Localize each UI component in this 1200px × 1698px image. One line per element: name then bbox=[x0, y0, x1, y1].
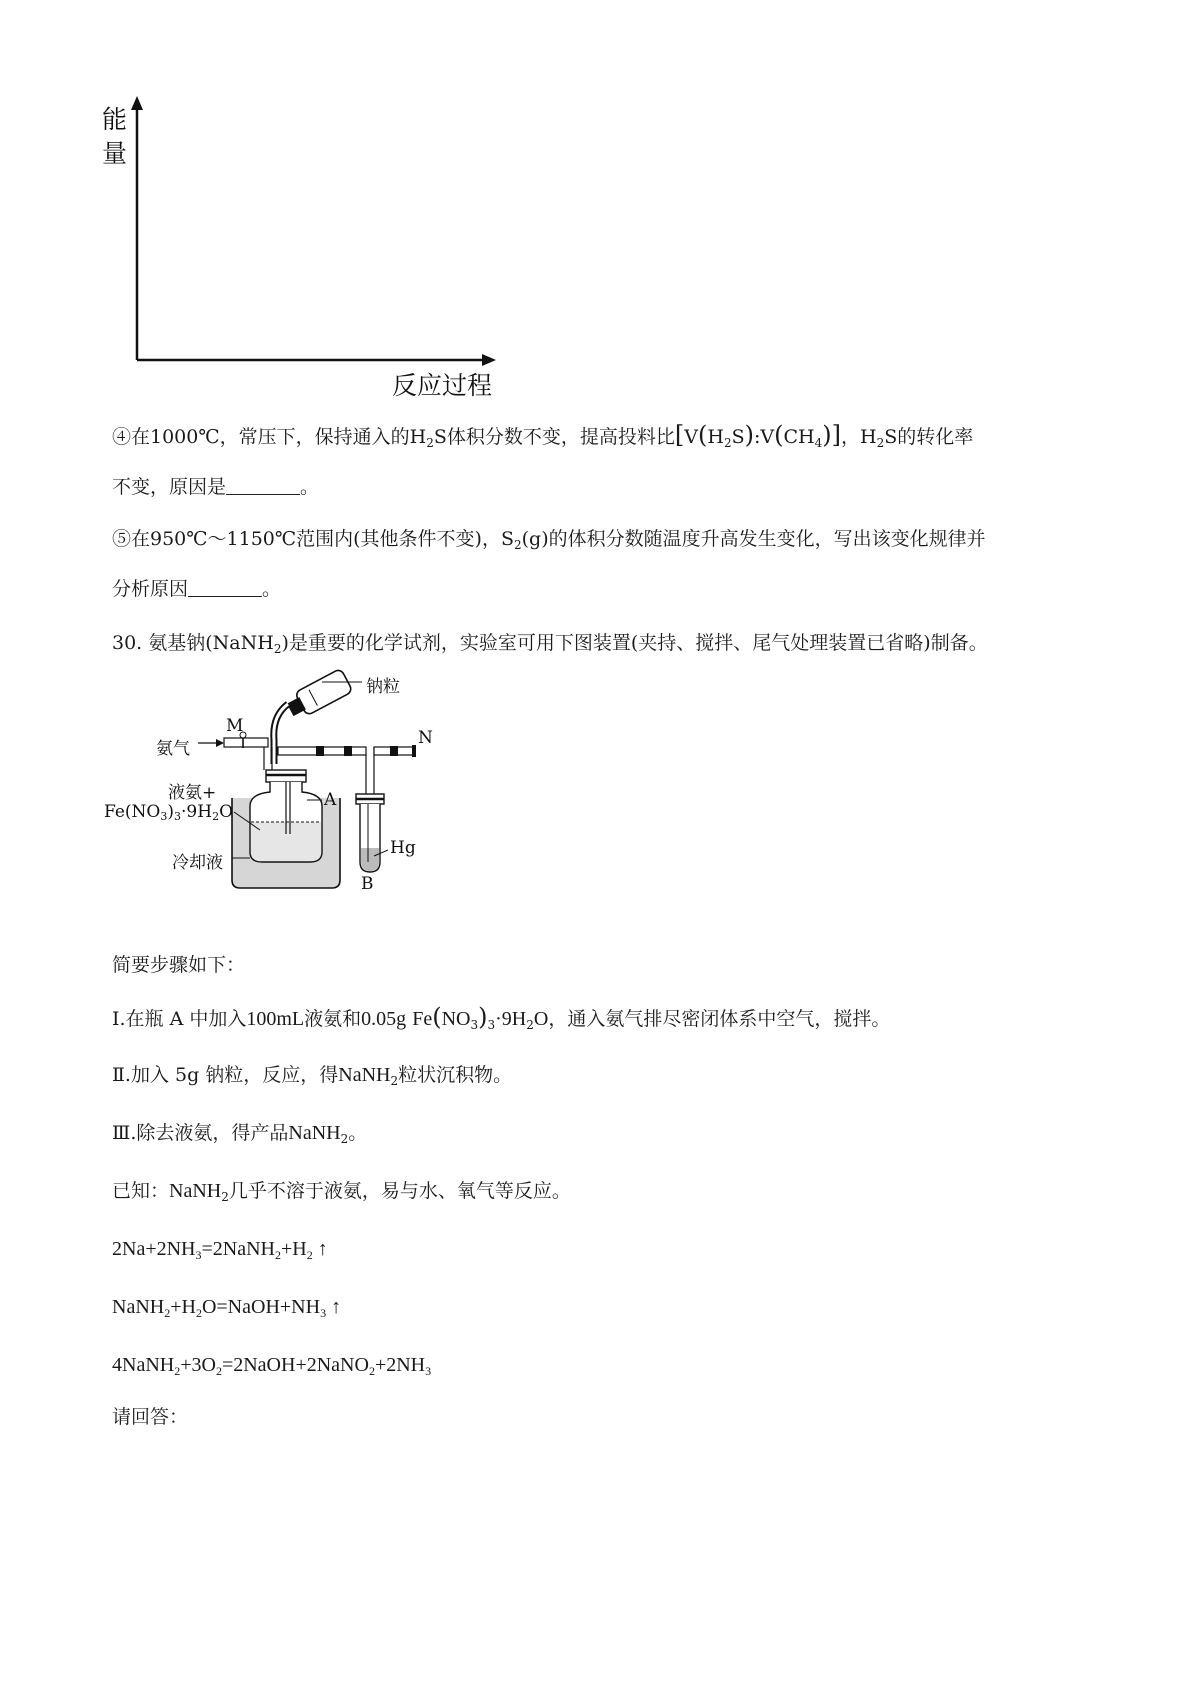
steps-intro: 简要步骤如下： bbox=[112, 954, 246, 976]
label-a: A bbox=[324, 790, 337, 810]
equation-2: $NaNH_2+H_2O=NaOH+NH_3$ ↑ bbox=[112, 1296, 342, 1320]
y-axis-label-1: 能 bbox=[102, 105, 128, 134]
label-ammonia-gas: 氨气 bbox=[156, 739, 190, 759]
equation-1: $2Na+2NH_3=2NaNH_2+H_2$ ↑ bbox=[112, 1238, 328, 1262]
step-1: Ⅰ.在瓶 A 中加入100mL液氨和0.05g $Fe(NO_3)_3\cdot 9H_2O$，通入氨气排尽密闭体系中空气，搅拌。 bbox=[112, 1003, 891, 1032]
apparatus-drawing bbox=[0, 0, 520, 920]
question-4-line-1: ④在1000℃，常压下，保持通入的$H_2S$体积分数不变，提高投料比$[V(H_2S):V(CH_4)]$，$H_2S$的转化率 bbox=[112, 421, 974, 450]
label-iron-nitrate: $Fe(NO_3)_3\cdot 9H_2O$ bbox=[104, 802, 233, 823]
equation-3: $4NaNH_2+3O_2=2NaOH+2NaNO_2+2NH_3$ bbox=[112, 1354, 432, 1378]
question-5-line-1: ⑤在950℃～1150℃范围内(其他条件不变)，$S_2(g)$的体积分数随温度升高发生变化，写出该变化规律并 bbox=[112, 528, 986, 552]
y-axis-label-2: 量 bbox=[102, 139, 128, 168]
question-30-stem: 30. 氨基钠(NaNH$_2$)是重要的化学试剂，实验室可用下图装置(夹持、搅拌、尾气处理装置已省略)制备。 bbox=[112, 632, 988, 656]
step-2: Ⅱ.加入 5g 钠粒，反应，得NaNH$_2$粒状沉积物。 bbox=[112, 1064, 513, 1088]
label-sodium: 钠粒 bbox=[366, 677, 400, 697]
label-hg: Hg bbox=[390, 838, 416, 858]
question-4-line-2: 不变，原因是 。 bbox=[112, 476, 320, 498]
question-5-line-2: 分析原因 。 bbox=[112, 578, 282, 600]
label-n: N bbox=[418, 728, 433, 748]
x-axis-label: 反应过程 bbox=[392, 371, 493, 400]
prompt-answer: 请回答： bbox=[112, 1406, 189, 1428]
label-m: M bbox=[226, 716, 244, 736]
step-3: Ⅲ.除去液氨，得产品NaNH$_2$。 bbox=[112, 1122, 368, 1146]
label-liquid-ammonia: 液氨+ bbox=[168, 783, 217, 803]
label-coolant: 冷却液 bbox=[172, 853, 223, 873]
known-info: 已知：NaNH$_2$几乎不溶于液氨，易与水、氧气等反应。 bbox=[112, 1180, 571, 1204]
label-b: B bbox=[361, 874, 374, 894]
